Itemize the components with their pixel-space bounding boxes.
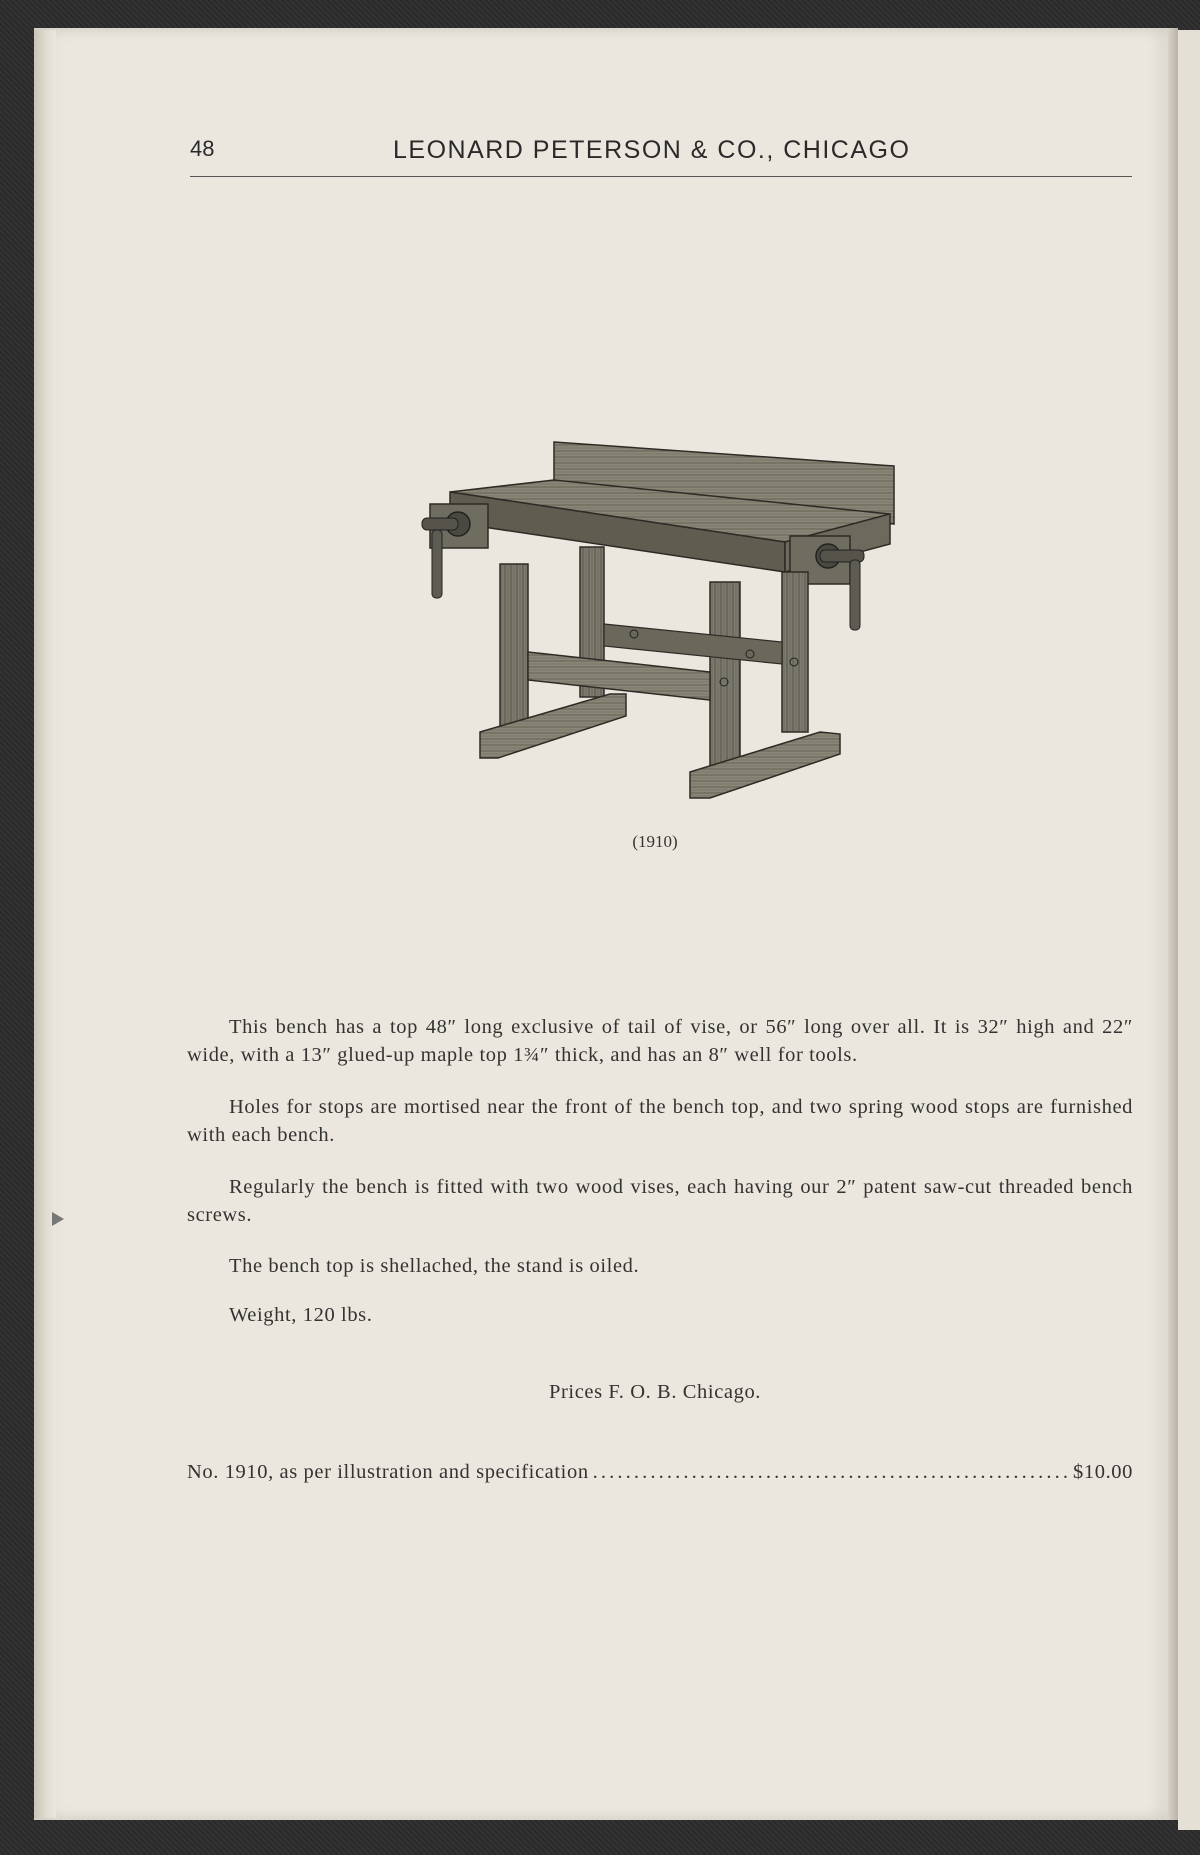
price-list-item <box>187 1461 1133 1484</box>
front-stretcher <box>528 652 710 700</box>
price-item-value: $10.00 <box>1073 1461 1133 1483</box>
description-paragraph-3: Regularly the bench is fitted with two wood vises, each having our 2″ patent saw-cut threaded bench screws. <box>187 1176 1133 1226</box>
workbench-illustration-icon <box>420 432 900 832</box>
book-page <box>34 28 1168 1820</box>
weight-line: Weight, 120 lbs. <box>229 1304 373 1326</box>
page-number: 48 <box>190 136 215 161</box>
description-paragraph-4: The bench top is shellached, the stand is oiled. <box>229 1255 640 1277</box>
margin-arrow-icon <box>52 1212 64 1226</box>
running-header <box>190 132 1132 177</box>
price-item-label: No. 1910, as per illustration and specification <box>187 1461 589 1483</box>
description-paragraph-1: This bench has a top 48″ long exclusive of tail of vise, or 56″ long over all. It is 32″ high and 22″ wide, with a 13″ glued-up maple top 1¾″ thick, and has an 8″ well for tools. <box>187 1016 1133 1066</box>
back-stretcher <box>604 624 782 664</box>
left-front-leg <box>500 564 528 742</box>
next-page-strip <box>1178 30 1200 1830</box>
figure-caption: (1910) <box>632 832 678 851</box>
running-title: LEONARD PETERSON & CO., CHICAGO <box>393 136 911 164</box>
right-back-leg <box>782 572 808 732</box>
prices-heading: Prices F. O. B. Chicago. <box>548 1381 762 1403</box>
right-front-leg <box>710 582 740 772</box>
dot-leader <box>593 1461 1069 1484</box>
description-paragraph-2: Holes for stops are mortised near the front of the bench top, and two spring wood stops are furnished with each bench. <box>187 1096 1133 1146</box>
page-binding-edge <box>34 30 56 1818</box>
page-fore-edge <box>1168 28 1178 1820</box>
